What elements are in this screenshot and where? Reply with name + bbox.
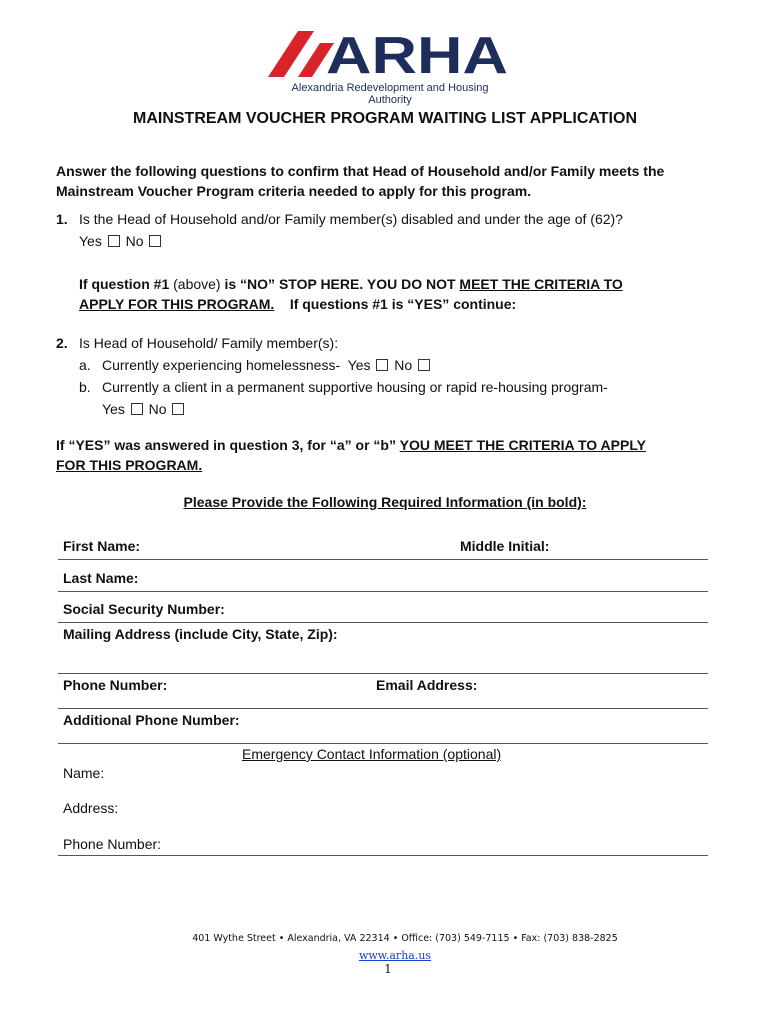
q2-a-text: Currently experiencing homelessness- <box>102 357 341 373</box>
criteria-line-2: FOR THIS PROGRAM. <box>56 457 203 473</box>
emergency-heading: Emergency Contact Information (optional) <box>242 746 502 762</box>
page-title: MAINSTREAM VOUCHER PROGRAM WAITING LIST APPLICATION <box>133 110 637 127</box>
q2-a-yes-label: Yes <box>347 357 371 373</box>
q2-a-label: a. <box>79 357 91 373</box>
q2-b-text: Currently a client in a permanent supportive housing or rapid re-housing program- <box>102 379 608 395</box>
logo-text: ARHA <box>326 27 508 79</box>
q2-b-no-checkbox[interactable] <box>172 403 184 415</box>
q1-number: 1. <box>56 211 68 227</box>
intro-line-2: Mainstream Voucher Program criteria needed to apply for this program. <box>56 183 532 199</box>
q2-b-no-label: No <box>148 401 167 417</box>
q2-a-no-checkbox[interactable] <box>418 359 430 371</box>
criteria-text-a: If “YES” was answered in question 3, for “a” or “b” <box>56 437 400 453</box>
arha-logo <box>268 27 508 79</box>
emergency-phone-label: Phone Number: <box>63 836 162 852</box>
logo-subtitle: Alexandria Redevelopment and Housing Authority <box>291 82 489 106</box>
q1-options <box>79 230 163 252</box>
emergency-address-label: Address: <box>63 800 119 816</box>
q2-b-options <box>102 398 186 420</box>
criteria-line-1 <box>56 434 646 456</box>
phone-label: Phone Number: <box>63 677 168 693</box>
last-name-label: Last Name: <box>63 570 139 586</box>
footer-website-link[interactable]: www.arha.us <box>358 949 432 962</box>
stop-text-a: If question #1 <box>79 276 170 292</box>
q1-text: Is the Head of Household and/or Family member(s) disabled and under the age of (62)? <box>79 211 623 227</box>
q1-stop-line-1 <box>79 273 623 295</box>
stop-text-e: APPLY FOR THIS PROGRAM. <box>79 296 275 312</box>
footer-address: 401 Wythe Street • Alexandria, VA 22314 • Office: (703) 549-7115 • Fax: (703) 838-2825 <box>192 933 618 944</box>
q1-stop-line-2 <box>79 293 516 315</box>
q2-number: 2. <box>56 335 68 351</box>
stop-text-f: If questions #1 is “YES” continue: <box>289 296 517 312</box>
criteria-text-b: YOU MEET THE CRITERIA TO APPLY <box>399 437 646 453</box>
mailing-address-label: Mailing Address (include City, State, Zip): <box>63 626 338 642</box>
q1-no-checkbox[interactable] <box>149 235 161 247</box>
q1-no-label: No <box>125 233 144 249</box>
stop-text-b: (above) <box>169 276 225 292</box>
q1-yes-label: Yes <box>79 233 102 249</box>
page-number: 1 <box>384 962 392 976</box>
first-name-line[interactable] <box>58 559 708 560</box>
q2-b-yes-label: Yes <box>102 401 125 417</box>
q2-a-yes-checkbox[interactable] <box>376 359 388 371</box>
q2-text: Is Head of Household/ Family member(s): <box>79 335 339 351</box>
q2-b-yes-checkbox[interactable] <box>131 403 143 415</box>
first-name-label: First Name: <box>63 538 141 554</box>
required-info-heading: Please Provide the Following Required Information (in bold): <box>183 494 587 510</box>
email-label: Email Address: <box>376 677 478 693</box>
last-name-line[interactable] <box>58 591 708 592</box>
q1-yes-checkbox[interactable] <box>108 235 120 247</box>
emergency-bottom-line[interactable] <box>58 855 708 856</box>
q2-a-no-label: No <box>394 357 413 373</box>
ssn-label: Social Security Number: <box>63 601 225 617</box>
additional-phone-label: Additional Phone Number: <box>63 712 240 728</box>
middle-initial-label: Middle Initial: <box>460 538 550 554</box>
emergency-name-label: Name: <box>63 765 105 781</box>
q2-b-label: b. <box>79 379 91 395</box>
stop-text-c: is “NO” STOP HERE. YOU DO NOT <box>224 276 460 292</box>
stop-text-d: MEET THE CRITERIA TO <box>459 276 623 292</box>
q2-a-row <box>102 354 432 376</box>
intro-line-1: Answer the following questions to confirm that Head of Household and/or Family meets the <box>56 163 665 179</box>
